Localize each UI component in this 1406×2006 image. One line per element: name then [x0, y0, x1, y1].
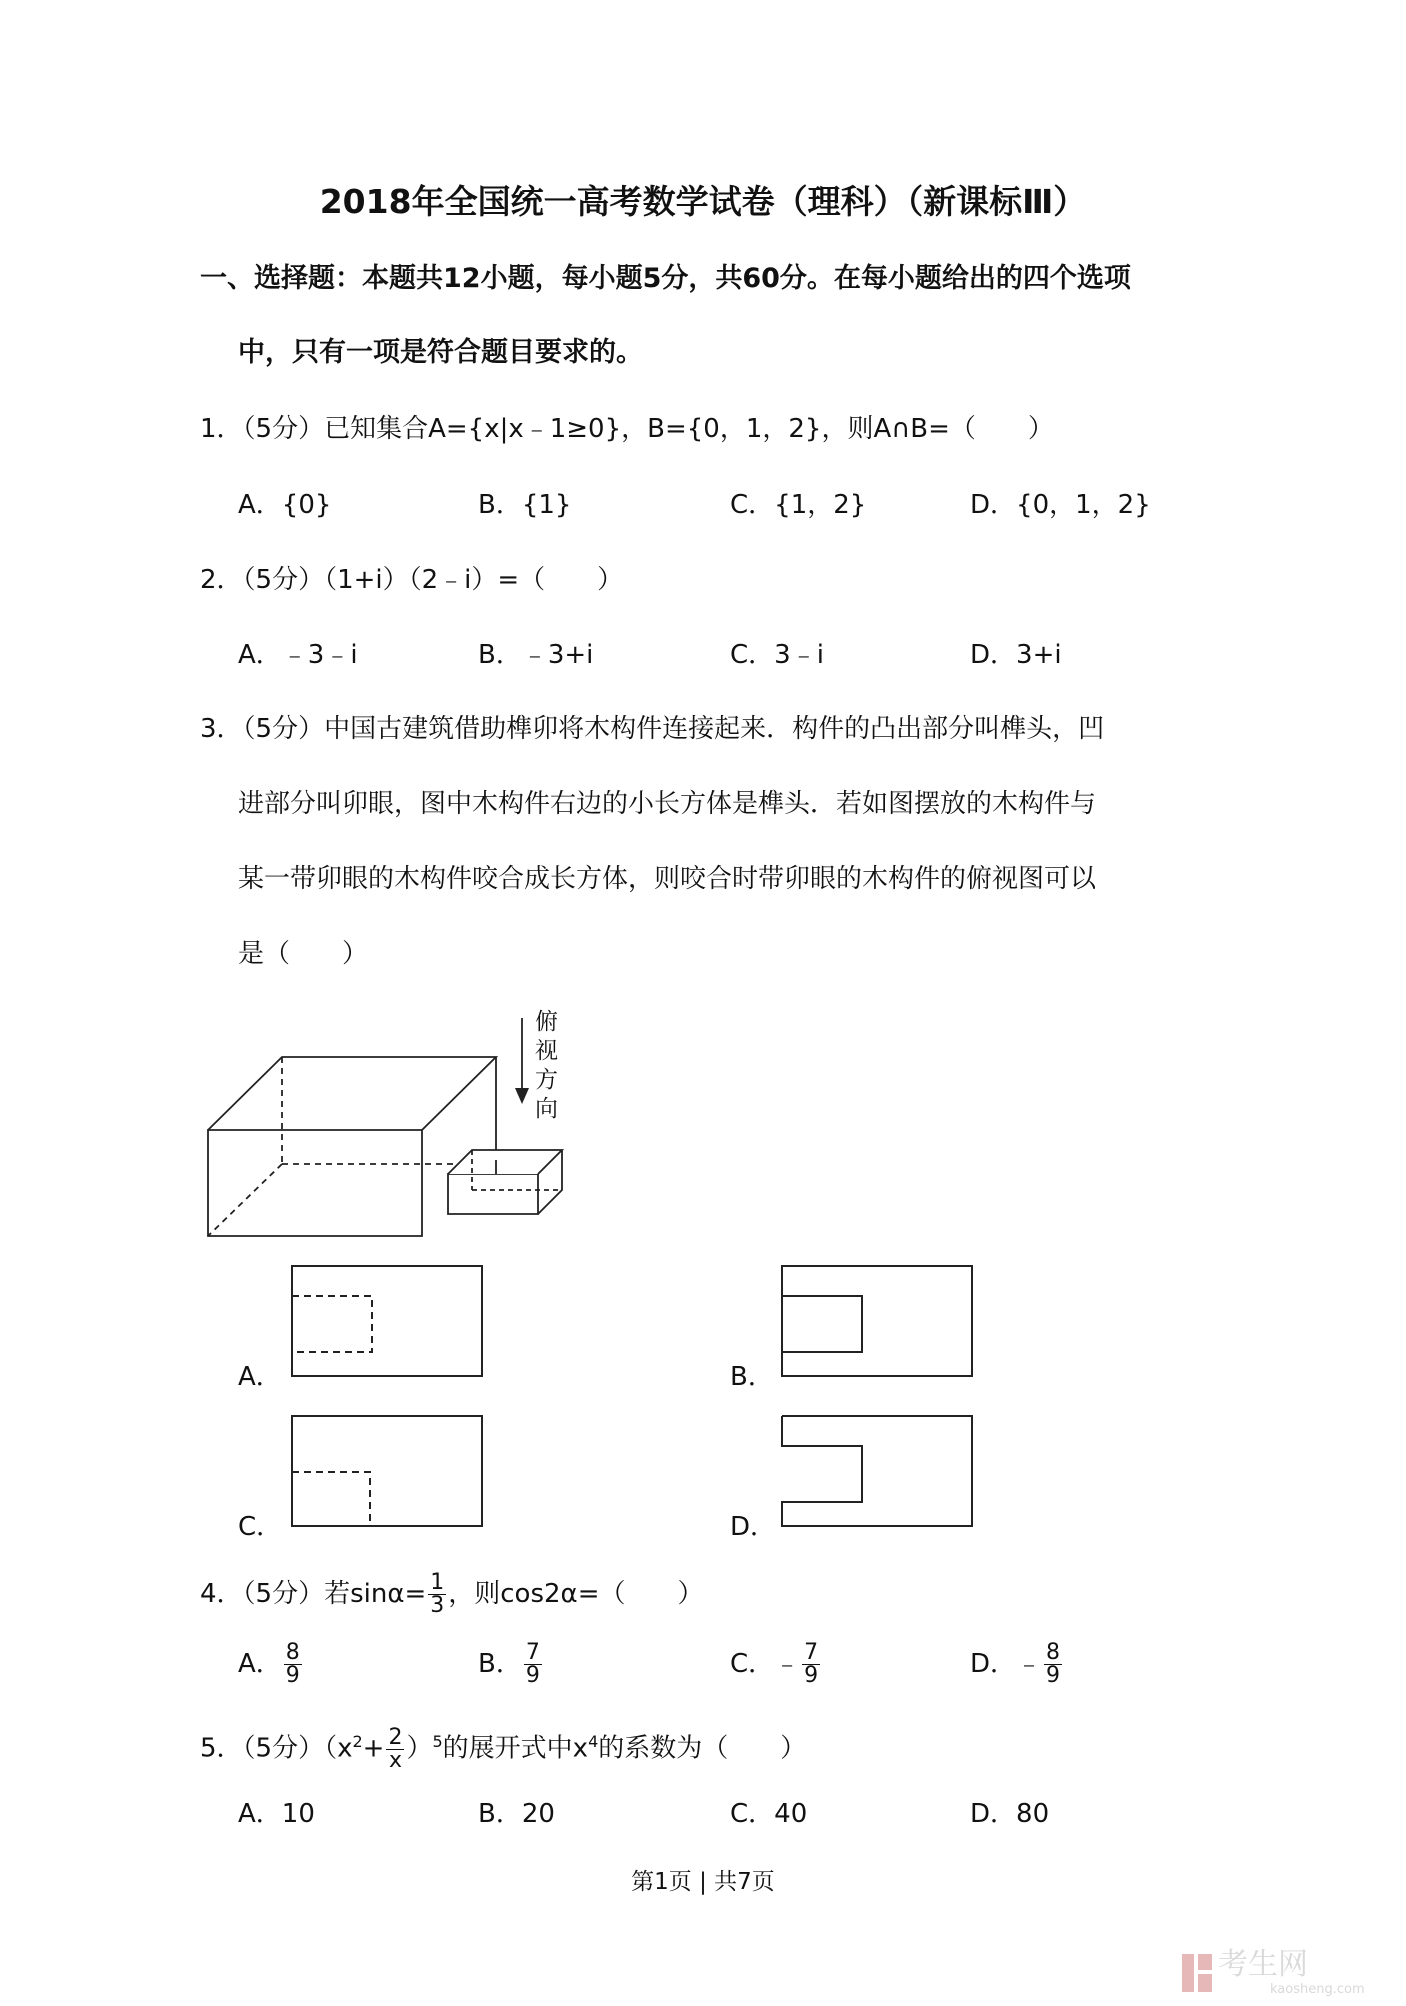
q1-option-d: D．{0，1，2}: [970, 490, 1151, 520]
q5-option-a: A．10: [238, 1799, 315, 1829]
question-4-stem: 4．（5分）若sinα= $\frac{1}{3}$ ，则cos2α=（ ）: [200, 1570, 704, 1618]
q3-option-c-label: C．: [238, 1512, 283, 1542]
tenon-front: [448, 1174, 538, 1214]
q1-option-b: B．{1}: [478, 490, 572, 520]
q3-option-b-label: B．: [730, 1362, 774, 1392]
big-box-front: [208, 1130, 422, 1236]
q5-option-d: D．80: [970, 1799, 1050, 1829]
q1-option-a: A．{0}: [238, 490, 332, 520]
watermark-text: 考生网: [1218, 1947, 1308, 1982]
q5-option-c: C．40: [730, 1799, 808, 1829]
q5-fraction: $\frac{2}{x}$: [388, 1724, 403, 1773]
page-title: 2018年全国统一高考数学试卷（理科）（新课标Ⅲ）: [319, 182, 1087, 221]
big-box-top: [208, 1057, 496, 1130]
question-2-stem: 2．（5分）（1+i）（2﹣i）=（ ）: [200, 565, 624, 595]
question-3-line1: 3．（5分）中国古建筑借助榫卯将木构件连接起来．构件的凸出部分叫榫头，凹: [200, 714, 1105, 744]
q4-option-b: B． $\frac{7}{9}$: [478, 1640, 540, 1688]
q3-option-c-figure: [290, 1414, 486, 1532]
view-direction-label: 俯 视 方 向: [535, 1009, 558, 1122]
section-heading-line2: 中，只有一项是符合题目要求的。: [238, 337, 643, 368]
q3-option-d-figure: [780, 1414, 976, 1532]
q4-option-d: D．﹣ $\frac{8}{9}$: [970, 1640, 1061, 1688]
q2-option-b: B．﹣3+i: [478, 640, 594, 670]
q3-option-b-figure: [780, 1264, 976, 1382]
q4-fraction: $\frac{1}{3}$: [430, 1570, 445, 1618]
q1-option-c: C．{1，2}: [730, 490, 867, 520]
tenon-top: [448, 1150, 562, 1174]
q2-option-c: C．3﹣i: [730, 640, 824, 670]
question-3-line4: 是（ ）: [238, 939, 369, 969]
q2-option-d: D．3+i: [970, 640, 1062, 670]
question-1-stem: 1．（5分）已知集合A={x|x﹣1≥0}，B={0，1，2}，则A∩B=（ ）: [200, 414, 1054, 444]
q2-option-a: A．﹣3﹣i: [238, 640, 358, 670]
section-heading-line1: 一、选择题：本题共12小题，每小题5分，共60分。在每小题给出的四个选项: [200, 263, 1131, 294]
down-arrow-icon: [510, 1016, 534, 1108]
q5-option-b: B．20: [478, 1799, 555, 1829]
question-5-stem: 5．（5分）（$x^2+$ $\frac{2}{x}$ ）$^5$的展开式中$x^4$的系数为（ ）: [200, 1724, 807, 1773]
question-3-line2: 进部分叫卯眼，图中木构件右边的小长方体是榫头．若如图摆放的木构件与: [238, 789, 1097, 819]
q4-option-a: A． $\frac{8}{9}$: [238, 1640, 300, 1688]
q3-option-a-figure: [290, 1264, 486, 1382]
watermark-logo-icon: [1180, 1952, 1214, 1994]
big-box-hidden-diagonal: [208, 1164, 282, 1236]
q4-option-c: C．﹣ $\frac{7}{9}$: [730, 1640, 819, 1688]
page-footer: 第1页 | 共7页: [631, 1869, 775, 1895]
watermark-subtext: kaosheng.com: [1270, 1982, 1365, 1997]
q3-option-d-label: D．: [730, 1512, 777, 1542]
question-3-line3: 某一带卯眼的木构件咬合成长方体，则咬合时带卯眼的木构件的俯视图可以: [238, 864, 1097, 894]
q3-option-a-label: A．: [238, 1362, 282, 1392]
